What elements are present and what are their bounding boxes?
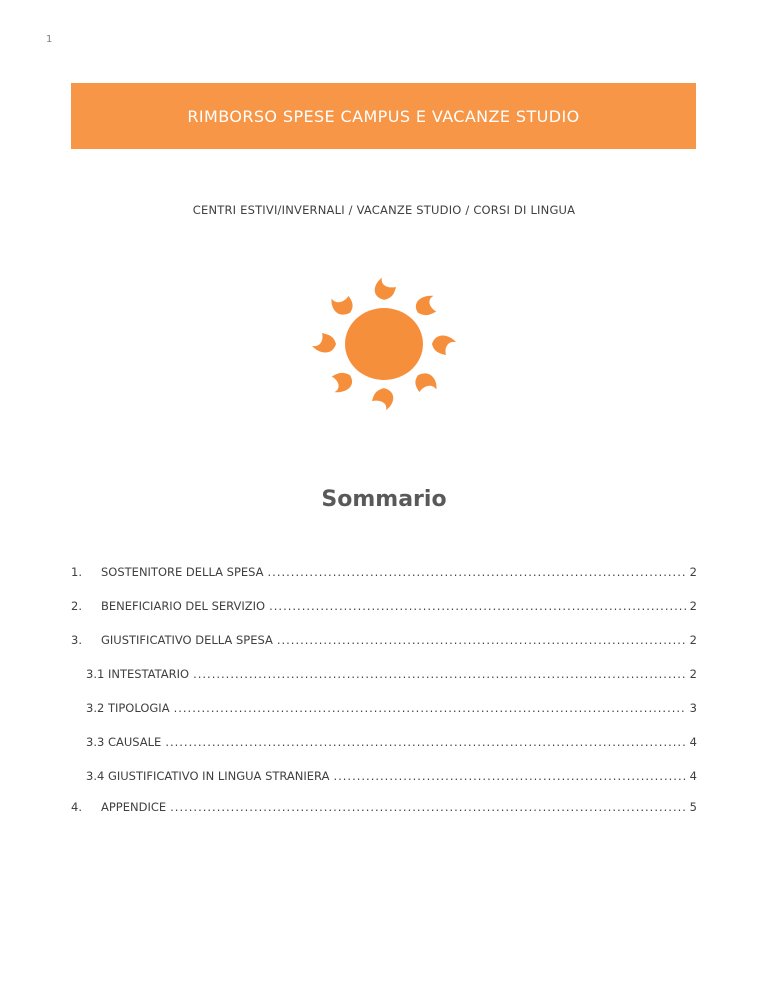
sun-icon [301,268,467,420]
toc-entry-page: 2 [689,599,697,613]
toc-dot-leader [333,769,685,783]
toc-dot-leader [277,633,686,647]
toc-entry-beneficiario[interactable] [71,599,697,617]
sun-disc [345,308,423,380]
toc-entry-number: 3. [71,633,82,647]
toc-entry-causale[interactable] [86,735,697,753]
toc-entry-label: 3.3 CAUSALE [86,735,162,749]
toc-entry-label: 3.2 TIPOLOGIA [86,701,170,715]
toc-entry-page: 5 [689,800,697,814]
toc-dot-leader [193,667,686,681]
toc-entry-label: 3.1 INTESTATARIO [86,667,190,681]
toc-entry-number: 2. [71,599,82,613]
page-number: 1 [46,34,53,45]
toc-entry-label: SOSTENITORE DELLA SPESA [101,565,264,579]
toc-entry-sostenitore[interactable] [71,565,697,583]
toc-dot-leader [170,800,686,814]
toc-entry-number: 4. [71,800,82,814]
toc-dot-leader [268,565,686,579]
toc-heading: Sommario [321,487,447,512]
toc-entry-label: BENEFICIARIO DEL SERVIZIO [101,599,266,613]
toc-entry-page: 2 [689,633,697,647]
document-subtitle: CENTRI ESTIVI/INVERNALI / VACANZE STUDIO / CORSI DI LINGUA [192,203,576,217]
toc-dot-leader [269,599,686,613]
toc-entry-number: 1. [71,565,82,579]
toc-entry-label: APPENDICE [101,800,167,814]
toc-entry-label: GIUSTIFICATIVO DELLA SPESA [101,633,273,647]
toc-entry-appendice[interactable] [71,800,697,818]
toc-entry-page: 2 [689,565,697,579]
toc-dot-leader [165,735,685,749]
toc-entry-lingua-straniera[interactable] [86,769,697,787]
toc-entry-giustificativo[interactable] [71,633,697,651]
toc-entry-page: 4 [689,735,697,749]
toc-dot-leader [174,701,686,715]
title-banner [71,83,696,149]
toc-entry-tipologia[interactable] [86,701,697,719]
toc-entry-page: 4 [689,769,697,783]
toc-entry-page: 2 [689,667,697,681]
toc-entry-intestatario[interactable] [86,667,697,685]
toc-entry-label: 3.4 GIUSTIFICATIVO IN LINGUA STRANIERA [86,769,330,783]
document-title: RIMBORSO SPESE CAMPUS E VACANZE STUDIO [187,106,580,126]
toc-entry-page: 3 [689,701,697,715]
